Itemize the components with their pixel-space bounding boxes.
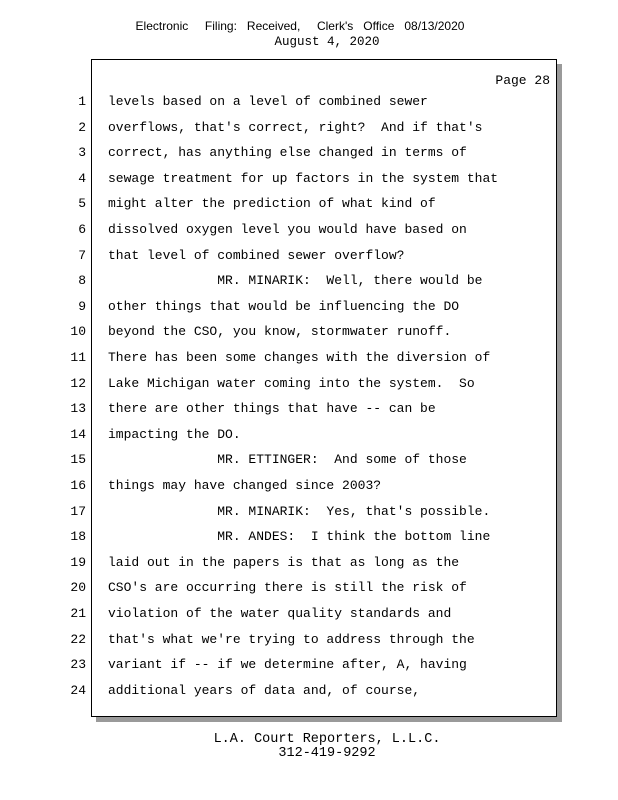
transcript-line: overflows, that's correct, right? And if that's: [108, 119, 483, 135]
transcript-line: levels based on a level of combined sewer: [108, 94, 428, 109]
transcript-date: August 4, 2020: [274, 35, 380, 49]
line-number: 9: [78, 298, 86, 314]
transcript-line: violation of the water quality standards and: [108, 606, 452, 621]
line-number: 5: [78, 196, 86, 212]
line-number: 4: [78, 170, 86, 186]
line-number: 18: [70, 529, 86, 545]
transcript-line: CSO's are occurring there is still the risk of: [108, 580, 467, 596]
transcript-line: sewage treatment for up factors in the system that: [108, 170, 499, 186]
transcript-line: there are other things that have -- can be: [108, 401, 436, 417]
reporter-phone: 312-419-9292: [278, 746, 376, 761]
transcript-line: MR. ETTINGER: And some of those: [108, 452, 467, 468]
line-number: 10: [70, 324, 86, 340]
transcript-line: MR. ANDES: I think the bottom line: [108, 529, 491, 545]
transcript-line: might alter the prediction of what kind of: [108, 196, 436, 212]
line-number: 3: [78, 145, 86, 161]
transcript-line: things may have changed since 2003?: [108, 478, 382, 493]
reporter-company: L.A. Court Reporters, L.L.C.: [213, 732, 441, 747]
page-number: Page 28: [495, 73, 550, 88]
transcript-line: laid out in the papers is that as long as the: [108, 554, 460, 570]
transcript-line: that level of combined sewer overflow?: [108, 247, 405, 263]
transcript-line: variant if -- if we determine after, A, having: [108, 657, 467, 673]
line-number: 24: [70, 682, 86, 698]
line-number: 17: [70, 503, 86, 519]
transcript-line: MR. MINARIK: Yes, that's possible.: [108, 503, 491, 519]
line-number: 7: [78, 247, 86, 263]
line-number: 19: [70, 554, 86, 570]
transcript-line: Lake Michigan water coming into the system. So: [108, 375, 475, 391]
line-number: 21: [70, 606, 86, 621]
line-number: 1: [78, 94, 86, 109]
transcript-line: that's what we're trying to address through the: [108, 631, 475, 647]
transcript-line: impacting the DO.: [108, 426, 241, 442]
line-number: 13: [70, 401, 86, 417]
line-number: 2: [78, 119, 86, 135]
transcript-line: correct, has anything else changed in terms of: [108, 145, 467, 161]
line-number: 15: [70, 452, 86, 468]
line-number: 22: [70, 631, 86, 647]
transcript-line: There has been some changes with the diversion of: [108, 350, 491, 365]
line-number: 16: [70, 478, 86, 493]
line-number: 23: [70, 657, 86, 673]
line-number: 8: [78, 273, 86, 289]
line-number: 14: [70, 426, 86, 442]
line-number: 20: [70, 580, 86, 596]
transcript-line: additional years of data and, of course,: [108, 682, 421, 698]
line-number: 11: [70, 350, 86, 365]
transcript-line: other things that would be influencing the DO: [108, 298, 460, 314]
line-number: 6: [78, 222, 86, 237]
line-number: 12: [70, 375, 86, 391]
filing-stamp: Electronic Filing: Received, Clerk's Office 08/13/2020: [135, 19, 465, 33]
transcript-line: dissolved oxygen level you would have based on: [108, 222, 467, 237]
transcript-line: beyond the CSO, you know, stormwater runoff.: [108, 324, 452, 340]
transcript-line: MR. MINARIK: Well, there would be: [108, 273, 483, 289]
